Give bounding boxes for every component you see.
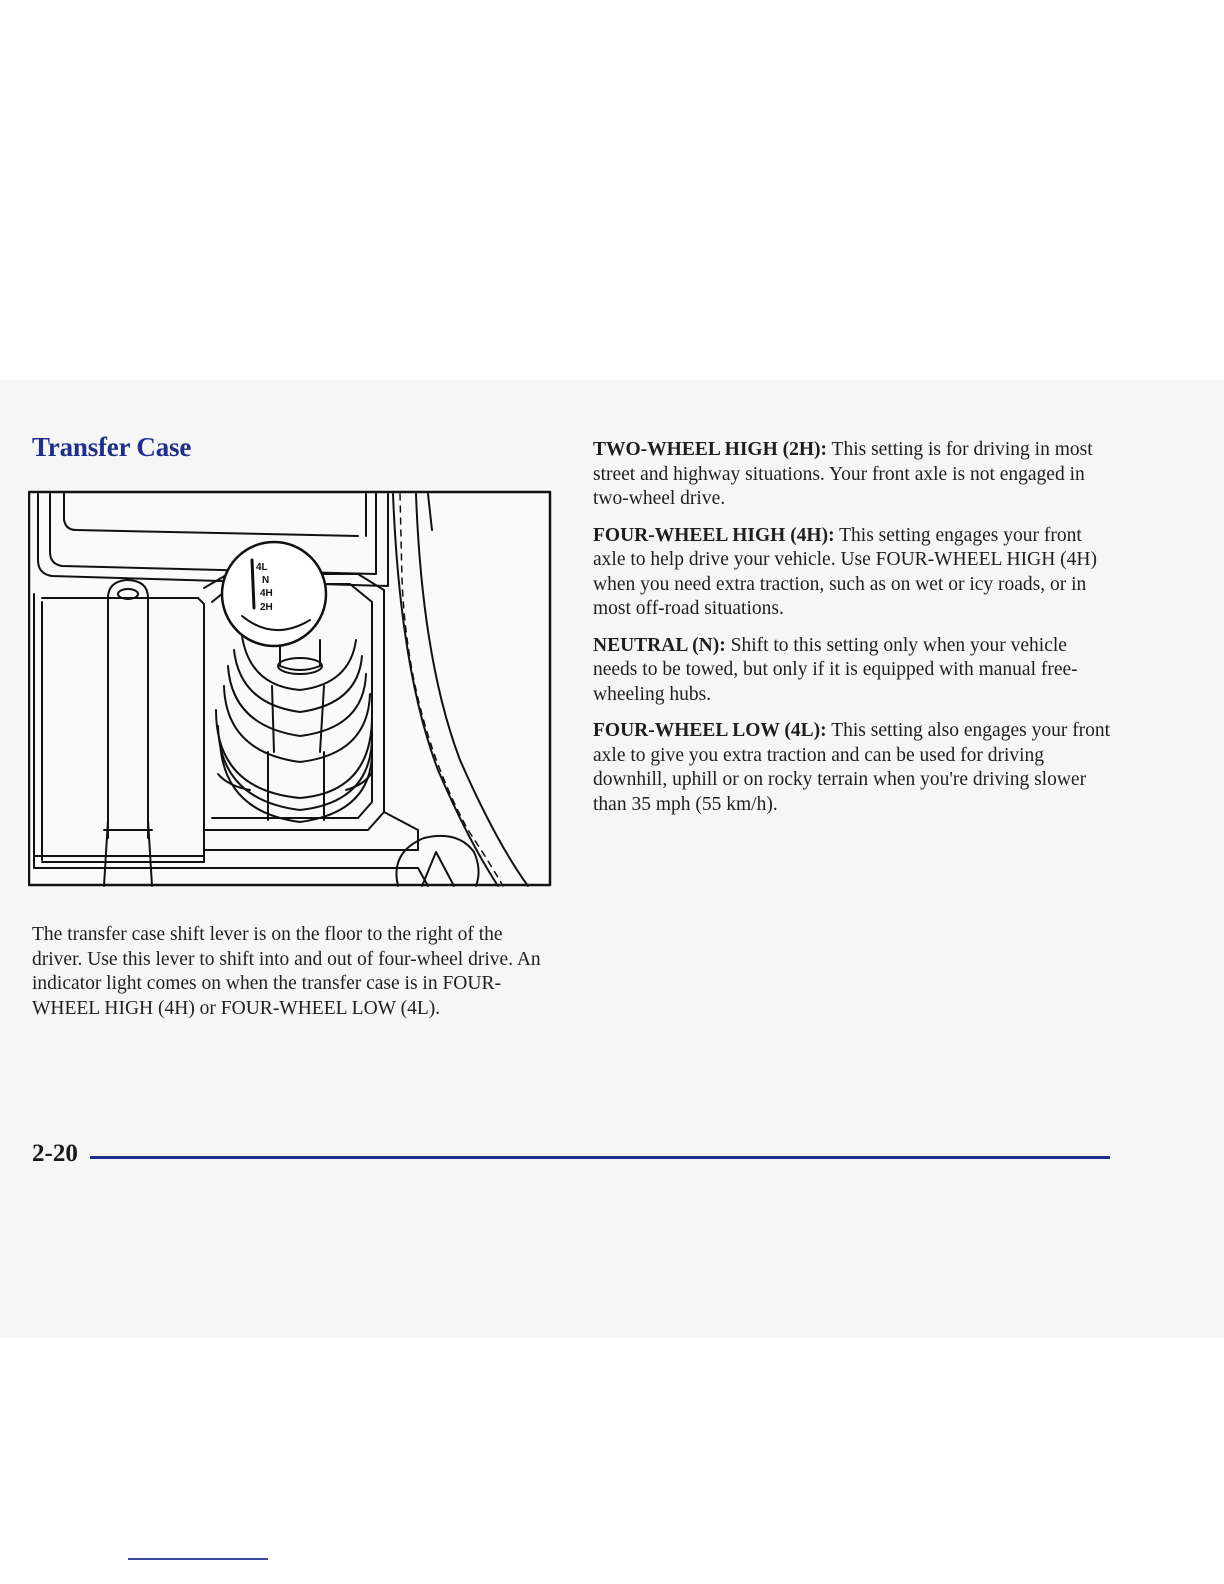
knob-label-n: N xyxy=(262,575,270,586)
page-number: 2-20 xyxy=(32,1140,78,1167)
section-title: Transfer Case xyxy=(32,432,192,462)
setting-neutral xyxy=(593,634,1113,708)
setting-description: This setting is for driving in most street and highway situations. Your front axle is not engaged in two-wheel drive. xyxy=(593,439,1093,509)
setting-two-wheel-high xyxy=(593,438,1113,512)
setting-term: FOUR-WHEEL HIGH (4H): xyxy=(593,524,835,546)
transfer-case-drawing xyxy=(28,490,552,888)
setting-term: TWO-WHEEL HIGH (2H): xyxy=(593,439,828,460)
bottom-rule xyxy=(128,1558,268,1560)
knob-label-4l: 4L xyxy=(256,562,268,573)
setting-term: NEUTRAL (N): xyxy=(593,634,726,656)
page-footer xyxy=(32,1140,1112,1176)
setting-description: This setting engages your front axle to help drive your vehicle. Use FOUR-WHEEL HIGH (4H) when you need extra traction, such as on wet or icy roads, or in most off-road situations. xyxy=(593,524,1097,619)
setting-description: This setting also engages your front axle to give you extra traction and can be used for driving downhill, uphill or on rocky terrain when you're driving slower than 35 mph (55 km/h). xyxy=(593,720,1111,815)
setting-term: FOUR-WHEEL LOW (4L): xyxy=(593,720,827,741)
footer-rule xyxy=(90,1156,1110,1159)
setting-four-wheel-low xyxy=(593,719,1113,817)
transfer-case-illustration xyxy=(28,490,552,888)
knob-label-2h: 2H xyxy=(260,602,273,613)
setting-four-wheel-high xyxy=(593,524,1113,622)
setting-description: Shift to this setting only when your vehicle needs to be towed, but only if it is equipped with manual free-wheeling hubs. xyxy=(593,634,1078,705)
knob-label-4h: 4H xyxy=(260,588,273,599)
intro-paragraph: The transfer case shift lever is on the floor to the right of the driver. Use this lever to shift into and out of four-wheel drive. An indicator light comes on when the transfer case is in FOUR-WHEEL HIGH (4H) or FOUR-WHEEL LOW (4L). xyxy=(32,924,541,1019)
drive-settings-list xyxy=(593,438,1113,829)
